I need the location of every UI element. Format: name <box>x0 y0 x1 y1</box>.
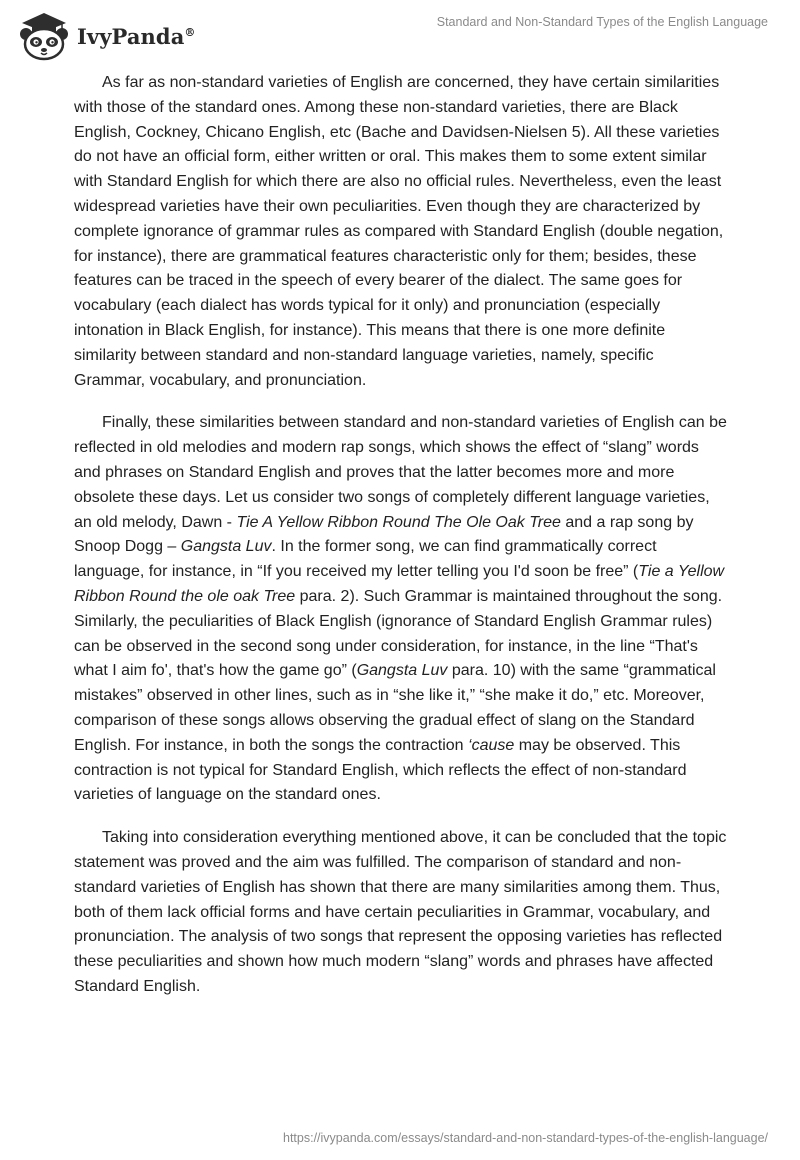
essay-body <box>74 71 728 1018</box>
text-segment: . In the former song, we can find grammatically correct language, for instance, in “If you received my letter telling you I'd soon be free” ( <box>74 538 657 581</box>
italic-title: Tie A Yellow Ribbon Round The Ole Oak Tree <box>236 513 561 531</box>
text-segment: Taking into consideration everything mentioned above, it can be concluded that the topic statement was proved and the aim was fulfilled. The comparison of standard and non-standard varieties of English has shown that there are many similarities among them. Thus, both of them lack official forms and have certain peculiarities in Grammar, vocabulary, and pronunciation. The analysis of two songs that represent the opposing varieties has reflected these peculiarities and shown how much modern “slang” words and phrases have affected Standard English. <box>74 829 727 995</box>
italic-title: Gangsta Luv <box>356 662 448 680</box>
italic-title: Gangsta Luv <box>180 538 272 556</box>
italic-title: Tie a Yellow Ribbon Round the ole oak Tree <box>74 563 725 605</box>
source-url[interactable]: https://ivypanda.com/essays/standard-and-non-standard-types-of-the-english-language/ <box>283 1131 768 1145</box>
paragraph <box>74 71 728 393</box>
italic-title: ‘cause <box>468 736 515 754</box>
text-segment: para. 2). Such Grammar is maintained throughout the song. Similarly, the peculiarities of Black English (ignorance of Standard English Grammar rules) can be observed in the second song under consideration, for instance, in the line “That's what I aim fo', that's how the game go” ( <box>74 587 723 680</box>
text-segment: and a rap song by Snoop Dogg – <box>74 513 694 556</box>
text-segment: may be observed. This contraction is not typical for Standard English, which reflects the effect of non-standard varieties of language on the standard ones. <box>74 736 687 804</box>
text-segment: Finally, these similarities between standard and non-standard varieties of English can be reflected in old melodies and modern rap songs, which shows the effect of “slang” words and phrases on Standard English and proves that the latter becomes more and more obsolete these days. Let us consider two songs of completely different language varieties, an old melody, Dawn - <box>74 414 727 531</box>
text-segment: As far as non-standard varieties of English are concerned, they have certain similarities with those of the standard ones. Among these non-standard varieties, there are Black English, Cockney, Chicano English, etc (Bache and Davidsen-Nielsen 5). All these varieties do not have an official form, either written or oral. This makes them to some extent similar with Standard English for which there are also no official rules. Nevertheless, even the least widespread varieties have their own peculiarities. Even though they are characterized by complete ignorance of grammar rules as compared with Standard English (double negation, for instance), there are grammatical features characteristic only for them; besides, these features can be traced in the speech of every bearer of the dialect. The same goes for vocabulary (each dialect has words typical for it only) and pronunciation (especially intonation in Black English, for instance). This means that there is one more definite similarity between standard and non-standard language varieties, namely, specific Grammar, vocabulary, and pronunciation. <box>74 74 724 389</box>
brand-logo[interactable] <box>14 10 196 62</box>
text-segment: para. 10) with the same “grammatical mistakes” observed in other lines, such as in “she like it,” “she make it do,” etc. Moreover, comparison of these songs allows observing the gradual effect of slang on the Standard English. For instance, in both the songs the contraction <box>74 662 716 754</box>
paragraph <box>74 411 728 808</box>
document-header-title: Standard and Non-Standard Types of the English Language <box>436 15 768 29</box>
panda-graduate-icon <box>14 10 74 62</box>
paragraph <box>74 826 728 1000</box>
brand-name: IvyPanda® <box>77 23 196 49</box>
